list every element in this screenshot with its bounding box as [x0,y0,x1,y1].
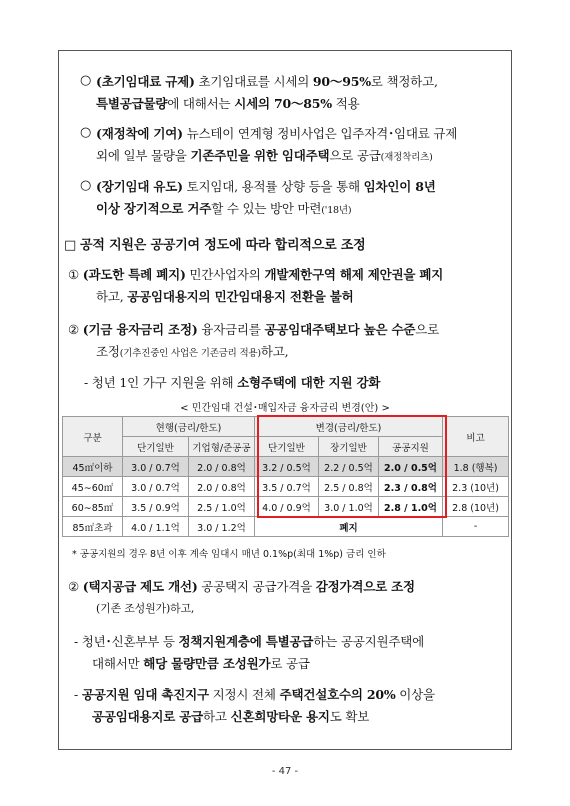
text-span: 기존주민을 위한 임대주택 [190,148,330,163]
subheader-cell: 단기일반 [123,437,189,457]
s3-dash1-line1 [74,632,424,650]
table-cell: 3.2 / 0.5억 [255,457,319,477]
text-span: (택지공급 제도 개선) [82,579,198,594]
circled-number: ② [68,322,80,337]
text-span: (기추진중인 사업은 기존금리 적용) [119,348,261,359]
p1-line2 [96,94,359,112]
text-span: 토지임대, 용적률 상향 등을 통해 [182,179,364,194]
row-label: 60∼85㎡ [63,497,123,517]
circled-number: ① [68,267,80,282]
table-cell: 3.0 / 1.2억 [189,517,255,537]
table-cell: 2.2 / 0.5억 [319,457,379,477]
text-span: 으로 [415,322,440,337]
subheader-cell: 단기일반 [255,437,319,457]
text-span: 공공임대주택보다 높은 수준 [264,322,416,337]
table-caption: < 민간임대 건설･매입자금 융자금리 변경(안) > [180,403,390,414]
row-label: 85㎡초과 [63,517,123,537]
bullet-circle: ○ [80,125,92,140]
table-header-row [63,417,509,437]
table-cell: 2.3 (10년) [443,477,509,497]
loan-rate-table [62,416,509,537]
text-span: 감정가격으로 조정 [315,579,415,594]
text-span: 으로 공급 [329,148,381,163]
s2-line1 [68,320,439,338]
square-icon: □ [64,238,77,253]
text-span: 특별공급물량 [96,96,168,111]
text-span: 적용 [331,96,360,111]
text-span: 공공임대용지의 민간임대용지 전환을 불허 [127,289,354,304]
text-span: 외에 일부 물량을 [96,148,191,163]
text-span: 초기임대료를 시세의 [194,74,313,89]
text-span: 공공임대용지로 공급 [92,709,204,724]
subheader-cell: 기업형/준공공 [189,437,255,457]
text-span: 해당 물량만큼 조성원가 [143,656,271,671]
text-span: - 청년 1인 가구 지원을 위해 [84,375,238,390]
s3-line1 [68,577,415,595]
table-cell: 2.0 / 0.5억 [379,457,443,477]
table-cell: 3.5 / 0.7억 [255,477,319,497]
table-cell: 2.0 / 0.8억 [189,477,255,497]
table-cell: 2.3 / 0.8억 [379,477,443,497]
text-span: 로 책정하고, [370,74,438,89]
table-cell: 4.0 / 1.1억 [123,517,189,537]
p3-label: (장기임대 유도) [96,179,183,194]
text-span: 공공지원 임대 촉진지구 [81,687,209,702]
text-span: 도 확보 [329,709,370,724]
text-span: 공공택지 공급가격을 [197,579,316,594]
text-span: 조정 [96,344,120,359]
text-span: 민간사업자의 [185,267,265,282]
table-cell: 2.5 / 1.0억 [189,497,255,517]
p2-line2 [96,146,433,164]
text-span: 로 공급 [270,656,310,671]
text-span: 지정시 전체 [208,687,280,702]
section-heading [64,234,366,253]
table-cell: 2.8 (10년) [443,497,509,517]
text-span: 시세의 70～85% [234,96,332,111]
text-span: (재정착리츠) [380,152,433,163]
text-span: 하는 공공지원주택에 [313,634,424,649]
text-span: 뉴스테이 연계형 정비사업은 입주자격･임대료 규제 [182,126,458,141]
table-row [63,477,509,497]
table-cell: 2.5 / 0.8억 [319,477,379,497]
text-span: 대해서만 [92,656,144,671]
p3-line2 [96,199,351,217]
text-span: 하고, [96,289,128,304]
text-span: 신혼희망타운 용지 [230,709,330,724]
p1-line1 [96,72,438,90]
p3-line1 [96,177,436,195]
table-footnote: * 공공지원의 경우 8년 이후 계속 임대시 매년 0.1%p(최대 1%p) 금리 인하 [72,549,386,560]
text-span: - 청년･신혼부부 등 [74,634,179,649]
header-gubun: 구분 [63,417,123,457]
s2-line2 [96,342,288,360]
bullet-circle: ○ [80,73,92,88]
bullet-circle: ○ [80,178,92,193]
abolish-cell: 폐지 [255,517,443,537]
table-subheader-row [63,437,509,457]
table-cell: 3.0 / 0.7억 [123,457,189,477]
table-cell: 3.5 / 0.9억 [123,497,189,517]
table-cell: 2.0 / 0.8억 [189,457,255,477]
s3-dash2-line1 [74,685,435,703]
text-span: 개발제한구역 해제 제안권을 폐지 [264,267,444,282]
s3-dash1-line2 [92,654,310,672]
text-span: (과도한 특례 폐지) [82,267,186,282]
text-span: 이상을 [395,687,435,702]
s3-dash2-line2 [92,707,369,725]
text-span: 에 대해서는 [167,96,235,111]
p2-line1 [96,124,457,142]
text-span: 소형주택에 대한 지원 강화 [237,375,381,390]
text-span: ('18년) [321,205,352,216]
table-cell: - [443,517,509,537]
table-row [63,517,509,537]
subheader-cell: 장기일반 [319,437,379,457]
text-span: 90～95% [312,74,371,89]
table-cell: 3.0 / 0.7억 [123,477,189,497]
row-label: 45㎡이하 [63,457,123,477]
text-span: 주택건설호수의 20% [279,687,396,702]
text-span: 이상 장기적으로 거주 [96,201,212,216]
circled-number: ② [68,579,80,594]
text-span: 하고, [260,344,289,359]
text-span: 융자금리를 [197,322,265,337]
s2-line3 [84,373,380,391]
table-cell: 3.0 / 1.0억 [319,497,379,517]
header-current: 현행(금리/한도) [123,417,255,437]
text-span: 하고 [203,709,231,724]
text-span: (기금 융자금리 조정) [82,322,198,337]
table-row [63,457,509,477]
header-note: 비고 [443,417,509,457]
p2-label: (재정착에 기여) [96,126,183,141]
text-span: 임차인이 8년 [363,179,436,194]
text-span: 공적 지원은 공공기여 정도에 따라 합리적으로 조정 [80,238,366,253]
header-changed: 변경(금리/한도) [255,417,443,437]
table-cell: 1.8 (행복) [443,457,509,477]
table-cell: 4.0 / 0.9억 [255,497,319,517]
s3-line2: (기존 조성원가)하고, [96,602,195,615]
text-span: - [74,687,82,702]
row-label: 45∼60㎡ [63,477,123,497]
page-number: - 47 - [271,766,299,777]
text-span: 할 수 있는 방안 마련 [211,201,322,216]
table-row [63,497,509,517]
text-span: 정책지원계층에 특별공급 [178,634,314,649]
s1-line2 [96,287,354,305]
s1-line1 [68,265,443,283]
p1-label: (초기임대료 규제) [96,74,195,89]
table-cell: 2.8 / 1.0억 [379,497,443,517]
subheader-cell: 공공지원 [379,437,443,457]
